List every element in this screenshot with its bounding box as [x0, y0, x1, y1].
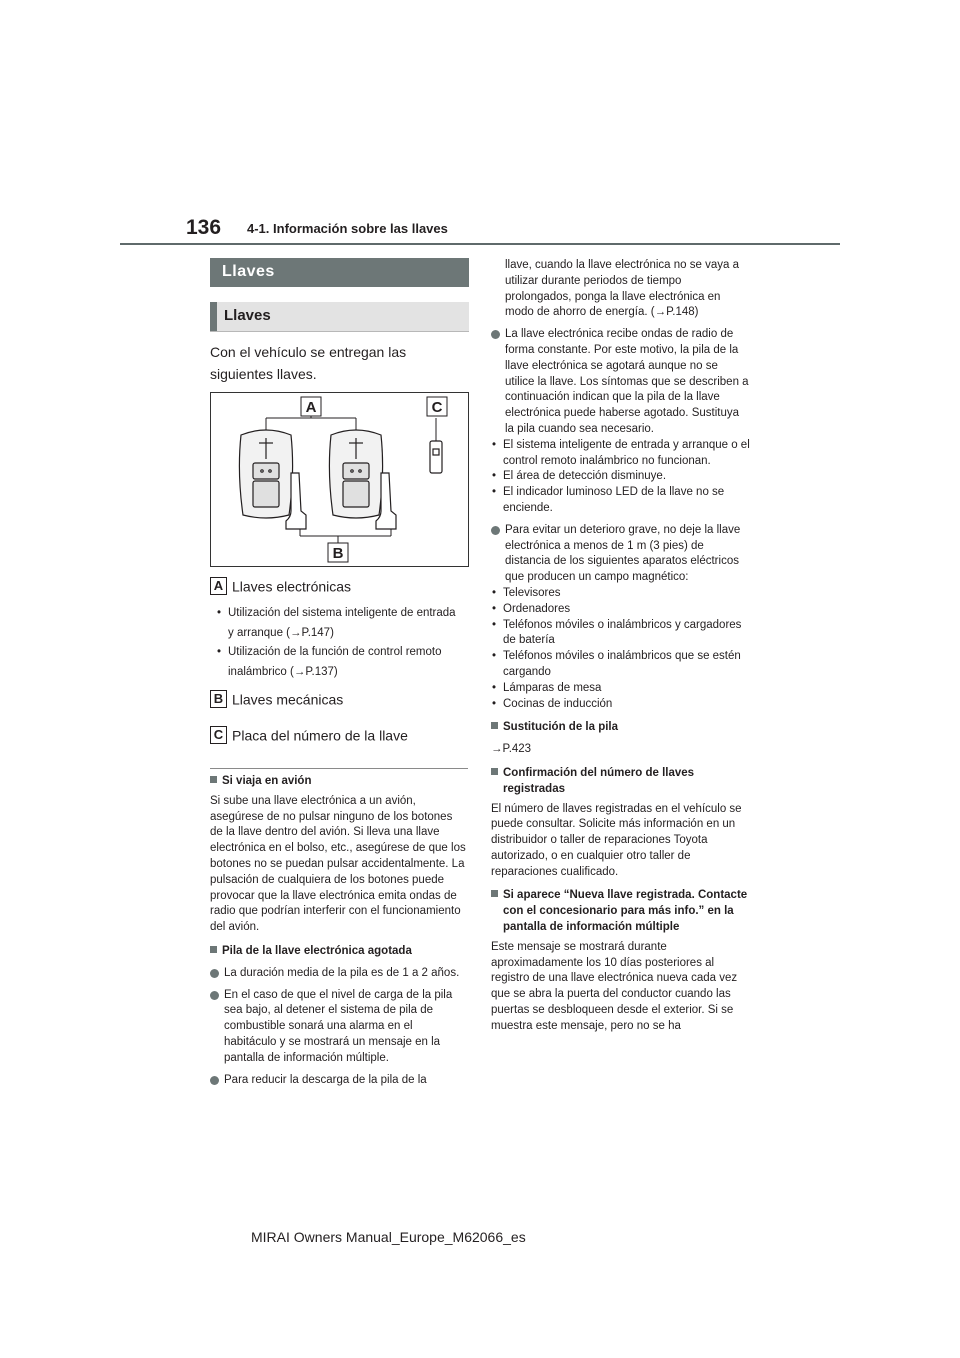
device-2: • Ordenadores [491, 602, 750, 618]
sub-title-bar [210, 302, 469, 332]
right-column [491, 258, 750, 1035]
replace-battery-ref[interactable]: →P.423 [491, 743, 532, 756]
legend-c [210, 726, 408, 744]
legend-a [210, 577, 351, 595]
keys-illustration [211, 393, 468, 566]
dot-bullet-icon [491, 526, 500, 535]
new-key-message-text: Este mensaje se mostrará durante aproximadamente los 10 días posteriores al registro de una llave electrónica nueva cada vez que se abra la puerta del conductor cuando las puertas se desbloqueen desde el exterior. Si se muestra este mensaje, pero no se ha [491, 940, 738, 1032]
dot-bullet-icon [210, 991, 219, 1000]
main-title-bar [210, 258, 469, 287]
heading-replace-battery: Sustitución de la pila [491, 720, 750, 736]
figure-label-b: B [332, 545, 344, 562]
legend-a-sub-1 [216, 603, 476, 643]
battery-item-4: La llave electrónica recibe ondas de radio de forma constante. Por este motivo, la pila de la llave electrónica se agotará aunque no se utilice la llave. Los síntomas que se describen a continuación indican que la pila de la llave electrónica puede haberse agotado. Sustituya la pila cuando sea necesario. [491, 327, 750, 438]
square-bullet-icon [491, 722, 498, 729]
dot-bullet-icon [491, 330, 500, 339]
dot-bullet-icon [210, 1076, 219, 1085]
device-6: • Cocinas de inducción [491, 697, 750, 713]
sub-title-accent [210, 302, 217, 331]
legend-letter-b: B [210, 690, 227, 708]
legend-a-sub-2-text: • Utilización de la función de control remoto inalámbrico (→P.137) [216, 642, 468, 682]
keys-figure [210, 392, 469, 567]
section-rule [210, 768, 468, 769]
sub-title: Llaves [224, 307, 271, 324]
square-bullet-icon [210, 776, 217, 783]
main-title: Llaves [222, 263, 275, 280]
page-number: 136 [186, 216, 222, 239]
smart-key-2 [329, 430, 382, 518]
square-bullet-icon [491, 890, 498, 897]
legend-b [210, 690, 343, 708]
header-rule [120, 243, 840, 245]
symptom-1: • El sistema inteligente de entrada y arranque o el control remoto inalámbrico no funcionan. [491, 438, 750, 470]
device-5: • Lámparas de mesa [491, 681, 750, 697]
battery-item-3-cont: llave, cuando la llave electrónica no se vaya a utilizar durante periodos de tiempo prolongados, ponga la llave electrónica en modo de ahorro de energía. (→P.148) [505, 259, 739, 319]
section-heading: 4-1. Información sobre las llaves [247, 221, 448, 236]
left-column [210, 774, 468, 1088]
symptom-3: • El indicador luminoso LED de la llave no se enciende. [491, 485, 750, 517]
legend-letter-a: A [210, 577, 227, 595]
dot-bullet-icon [210, 969, 219, 978]
legend-letter-c: C [210, 726, 227, 744]
battery-item-2: En el caso de que el nivel de carga de la pila sea bajo, al detener el sistema de pila de combustible sonará una alarma en el habitáculo y se mostrará un mensaje en la pantalla de información múltiple. [210, 988, 468, 1067]
legend-label-a: Llaves electrónicas [232, 578, 352, 595]
heading-registered-keys: Confirmación del número de llaves registradas [491, 766, 750, 798]
key-number-plate [430, 441, 442, 473]
device-4: • Teléfonos móviles o inalámbricos que se estén cargando [491, 649, 750, 681]
device-1: • Televisores [491, 586, 750, 602]
square-bullet-icon [491, 768, 498, 775]
device-3: • Teléfonos móviles o inalámbricos y cargadores de batería [491, 618, 750, 650]
heading-new-key-message: Si aparece “Nueva llave registrada. Contacte con el concesionario para más info.” en la pantalla de información múltiple [491, 888, 750, 935]
legend-label-c: Placa del número de la llave [232, 727, 408, 744]
battery-item-5: Para evitar un deterioro grave, no deje la llave electrónica a menos de 1 m (3 pies) de distancia de los siguientes aparatos eléctricos que producen un campo magnético: [491, 523, 750, 586]
battery-item-3: Para reducir la descarga de la pila de la [210, 1073, 468, 1089]
intro-text: Con el vehículo se entregan las siguientes llaves. [210, 344, 407, 382]
figure-label-c: C [431, 399, 443, 416]
airplane-text: Si sube una llave electrónica a un avión, asegúrese de no pulsar ninguno de los botones de la llave dentro del avión. Si lleva una llave electrónica en el bolso, etc., asegúrese de que los botones no se puedan pulsar accidentalmente. La pulsación de cualquiera de los botones puede provocar que la llave electrónica emita ondas de radio que podrían interferir con el funcionamiento del avión. [210, 794, 466, 934]
heading-battery: Pila de la llave electrónica agotada [210, 944, 468, 960]
heading-airplane: Si viaja en avión [210, 774, 468, 790]
footer-text: MIRAI Owners Manual_Europe_M62066_es [251, 1229, 526, 1245]
smart-key-1 [239, 430, 292, 518]
registered-keys-text: El número de llaves registradas en el vehículo se puede consultar. Solicite más información en un distribuidor o taller de reparaciones Toyota autorizado, o en cualquier otro taller de reparaciones cualificado. [491, 802, 742, 878]
battery-item-1: La duración media de la pila es de 1 a 2 años. [210, 966, 468, 982]
legend-a-sub-1-text: • Utilización del sistema inteligente de entrada y arranque (→P.147) [216, 603, 458, 643]
legend-label-b: Llaves mecánicas [232, 691, 344, 708]
figure-label-a: A [305, 399, 317, 416]
square-bullet-icon [210, 946, 217, 953]
legend-a-sub-2 [216, 642, 476, 682]
symptom-2: • El área de detección disminuye. [491, 469, 750, 485]
